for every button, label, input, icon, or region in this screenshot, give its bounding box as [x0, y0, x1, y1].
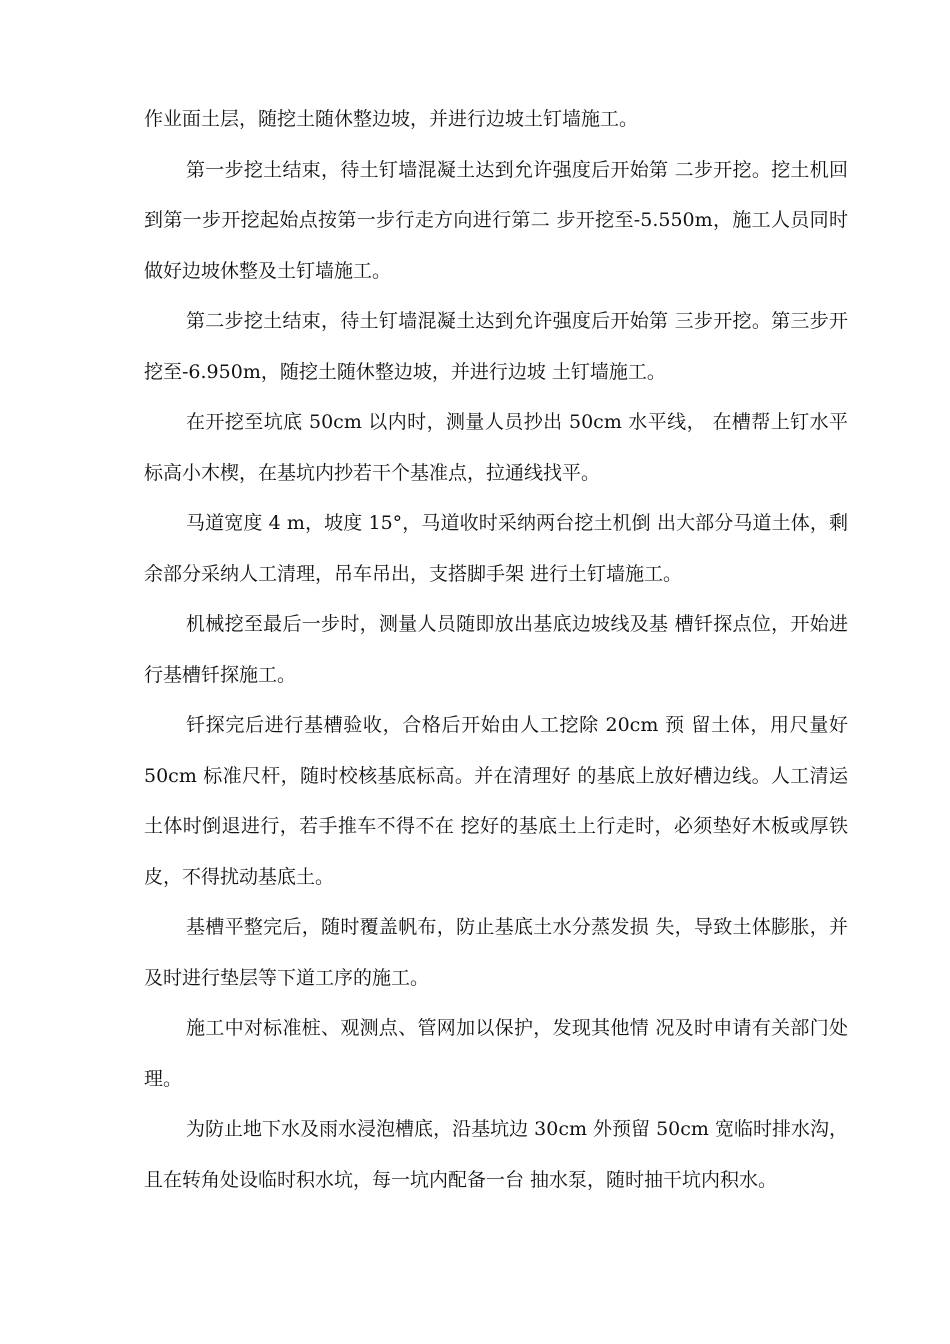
paragraph: 马道宽度 4 m，坡度 15°，马道收时采纳两台挖土机倒 出大部分马道土体，剩余部分采纳人工清理，吊车吊出，支搭脚手架 进行土钉墙施工。	[144, 512, 848, 585]
paragraph: 在开挖至坑底 50cm 以内时，测量人员抄出 50cm 水平线， 在槽帮上钉水平标高小木楔，在基坑内抄若干个基准点，拉通线找平。	[144, 411, 848, 484]
paragraph: 第二步挖土结束，待土钉墙混凝土达到允许强度后开始第 三步开挖。第三步开挖至-6.950m，随挖土随休整边坡，并进行边坡 土钉墙施工。	[144, 310, 848, 383]
paragraph: 机械挖至最后一步时，测量人员随即放出基底边坡线及基 槽钎探点位，开始进行基槽钎探施工。	[144, 613, 848, 686]
paragraph: 作业面土层，随挖土随休整边坡，并进行边坡土钉墙施工。	[144, 108, 639, 130]
paragraph: 基槽平整完后，随时覆盖帆布，防止基底土水分蒸发损 失，导致土体膨胀，并及时进行垫层等下道工序的施工。	[144, 916, 848, 989]
paragraph: 施工中对标准桩、观测点、管网加以保护，发现其他情 况及时申请有关部门处理。	[144, 1017, 848, 1090]
paragraph: 第一步挖土结束，待土钉墙混凝土达到允许强度后开始第 二步开挖。挖土机回到第一步开挖起始点按第一步行走方向进行第二 步开挖至-5.550m，施工人员同时做好边坡休整及土钉墙施工。	[144, 158, 848, 282]
paragraph: 钎探完后进行基槽验收，合格后开始由人工挖除 20cm 预 留土体，用尺量好 50cm 标准尺杆，随时校核基底标高。并在清理好 的基底上放好槽边线。人工清运土体时倒退进行，若手推车不得不在 挖好的基底土上行走时，必须垫好木板或厚铁皮，不得扰动基底土。	[144, 714, 848, 888]
paragraph: 为防止地下水及雨水浸泡槽底，沿基坑边 30cm 外预留 50cm 宽临时排水沟，且在转角处设临时积水坑，每一坑内配备一台 抽水泵，随时抽干坑内积水。	[144, 1118, 848, 1191]
document-body	[144, 94, 848, 1205]
